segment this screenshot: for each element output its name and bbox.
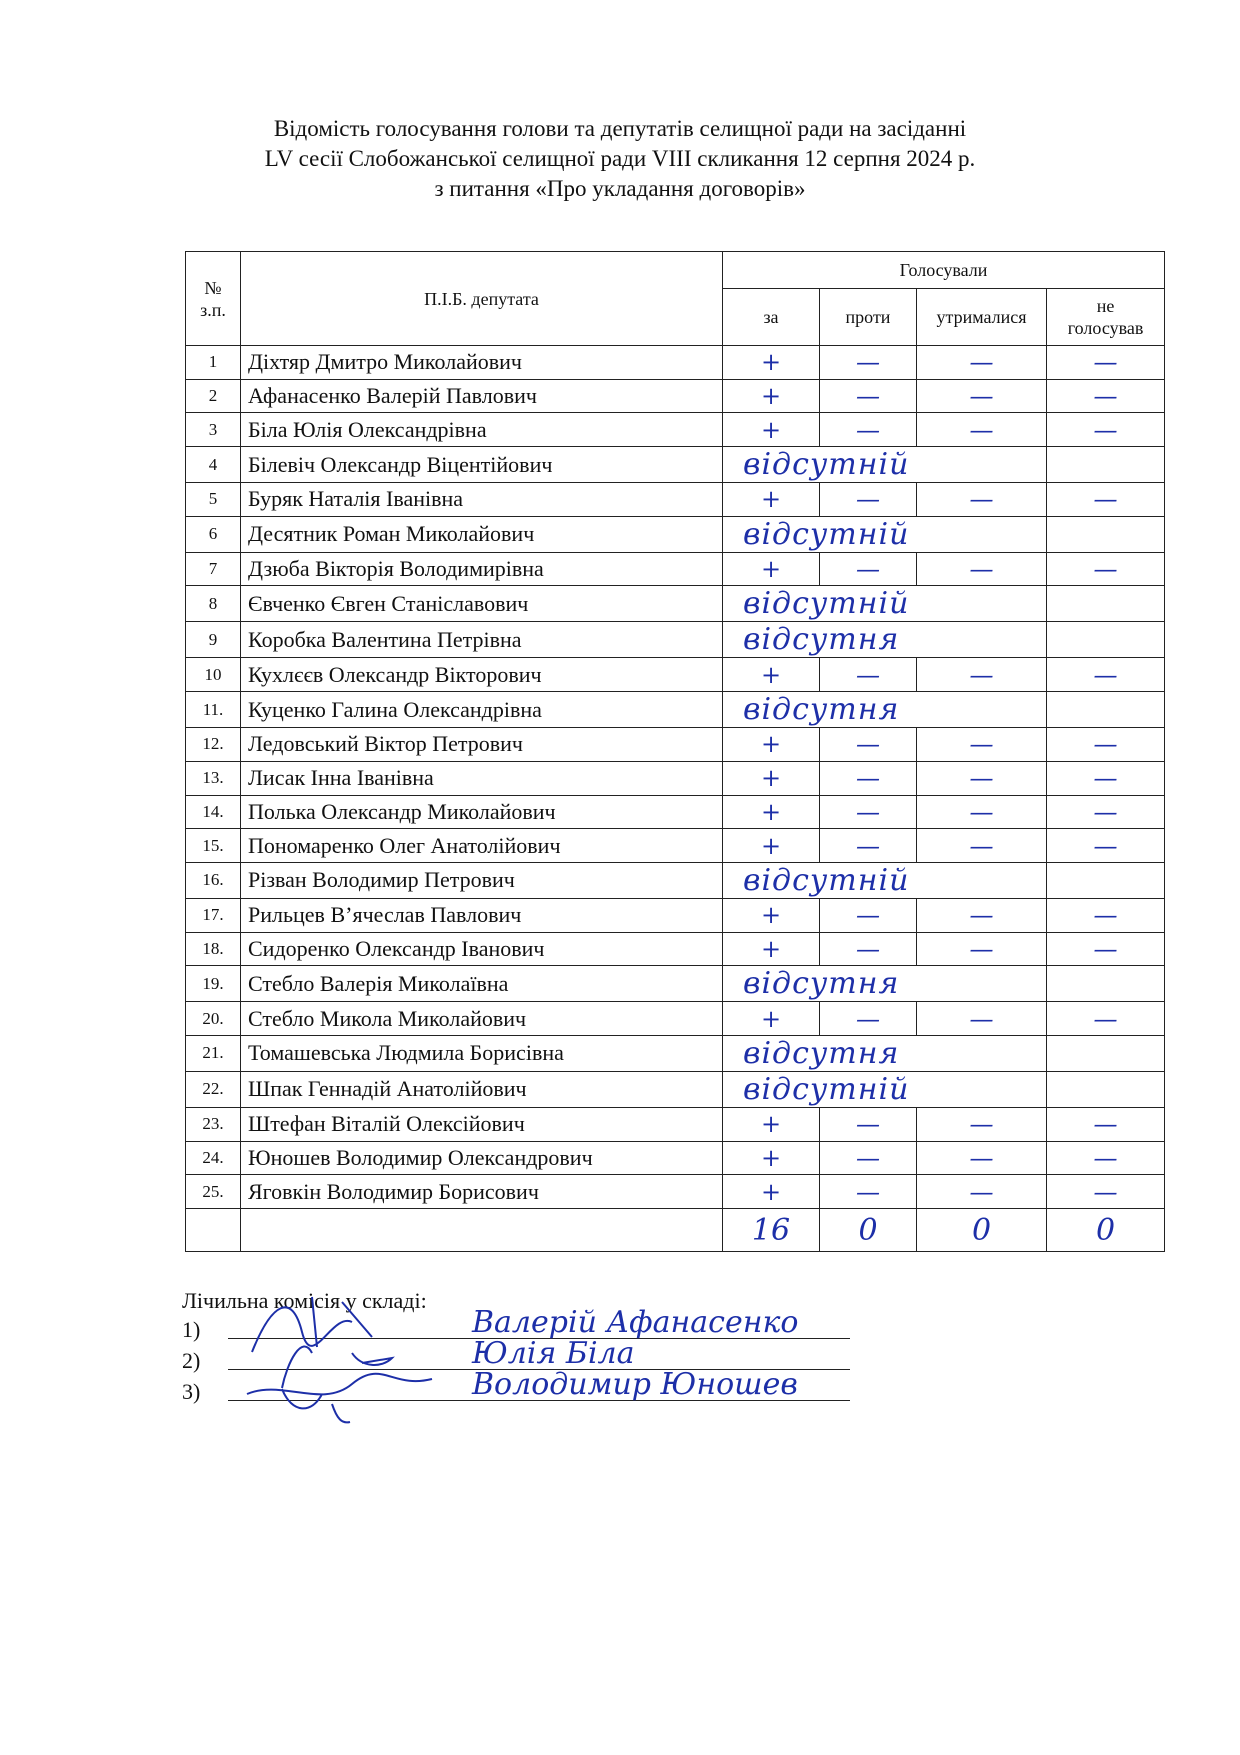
table-row bbox=[186, 932, 1165, 966]
counting-commission bbox=[182, 1288, 942, 1407]
table-row bbox=[186, 692, 1165, 728]
table-row bbox=[186, 761, 1165, 795]
against-cell: — bbox=[820, 413, 917, 447]
abstained-cell: — bbox=[917, 1141, 1047, 1175]
not-voted-cell bbox=[1047, 692, 1165, 728]
row-number: 22. bbox=[186, 1071, 241, 1107]
deputy-name: Стебло Микола Миколайович bbox=[241, 1002, 723, 1036]
for-cell: + bbox=[723, 1107, 820, 1141]
not-voted-cell: — bbox=[1047, 1107, 1165, 1141]
for-cell: + bbox=[723, 932, 820, 966]
for-cell: + bbox=[723, 379, 820, 413]
not-voted-cell: — bbox=[1047, 483, 1165, 517]
table-row bbox=[186, 413, 1165, 447]
table-row bbox=[186, 552, 1165, 586]
row-number: 6 bbox=[186, 516, 241, 552]
table-row bbox=[186, 1071, 1165, 1107]
against-cell: — bbox=[820, 795, 917, 829]
deputy-name: Полька Олександр Миколайович bbox=[241, 795, 723, 829]
deputy-name: Юношев Володимир Олександрович bbox=[241, 1141, 723, 1175]
against-cell: — bbox=[820, 761, 917, 795]
against-cell: — bbox=[820, 379, 917, 413]
against-cell: — bbox=[820, 346, 917, 380]
title-line-3: з питання «Про укладання договорів» bbox=[434, 176, 806, 201]
for-cell: + bbox=[723, 1002, 820, 1036]
header-voted: Голосували bbox=[723, 252, 1165, 289]
deputy-name: Коробка Валентина Петрівна bbox=[241, 622, 723, 658]
table-row bbox=[186, 658, 1165, 692]
not-voted-cell: — bbox=[1047, 932, 1165, 966]
abstained-cell: — bbox=[917, 658, 1047, 692]
for-cell: + bbox=[723, 761, 820, 795]
deputy-name: Сидоренко Олександр Іванович bbox=[241, 932, 723, 966]
row-number: 13. bbox=[186, 761, 241, 795]
commission-title: Лічильна комісія у складі: bbox=[182, 1288, 427, 1313]
table-row bbox=[186, 795, 1165, 829]
commission-member bbox=[182, 1367, 942, 1407]
deputy-name: Шпак Геннадій Анатолійович bbox=[241, 1071, 723, 1107]
table-row bbox=[186, 1175, 1165, 1209]
table-row bbox=[186, 1107, 1165, 1141]
totals-number-cell bbox=[186, 1209, 241, 1252]
not-voted-cell: — bbox=[1047, 1002, 1165, 1036]
totals-row bbox=[186, 1209, 1165, 1252]
row-number: 20. bbox=[186, 1002, 241, 1036]
header-not-voted-line2: голосував bbox=[1067, 318, 1144, 338]
for-cell: + bbox=[723, 413, 820, 447]
total-against: 0 bbox=[820, 1209, 917, 1252]
for-cell: + bbox=[723, 483, 820, 517]
absent-mark: відсутній bbox=[723, 586, 1047, 622]
row-number: 10 bbox=[186, 658, 241, 692]
row-number: 14. bbox=[186, 795, 241, 829]
abstained-cell: — bbox=[917, 1175, 1047, 1209]
for-cell: + bbox=[723, 898, 820, 932]
against-cell: — bbox=[820, 483, 917, 517]
header-number bbox=[186, 252, 241, 346]
not-voted-cell: — bbox=[1047, 898, 1165, 932]
not-voted-cell: — bbox=[1047, 795, 1165, 829]
absent-mark: відсутній bbox=[723, 447, 1047, 483]
row-number: 9 bbox=[186, 622, 241, 658]
abstained-cell: — bbox=[917, 932, 1047, 966]
abstained-cell: — bbox=[917, 1107, 1047, 1141]
abstained-cell: — bbox=[917, 898, 1047, 932]
table-row bbox=[186, 447, 1165, 483]
not-voted-cell: — bbox=[1047, 413, 1165, 447]
absent-mark: відсутній bbox=[723, 516, 1047, 552]
absent-mark: відсутній bbox=[723, 862, 1047, 898]
abstained-cell: — bbox=[917, 761, 1047, 795]
against-cell: — bbox=[820, 932, 917, 966]
against-cell: — bbox=[820, 728, 917, 762]
header-not-voted bbox=[1047, 289, 1165, 346]
not-voted-cell: — bbox=[1047, 829, 1165, 863]
abstained-cell: — bbox=[917, 346, 1047, 380]
against-cell: — bbox=[820, 1107, 917, 1141]
header-for: за bbox=[723, 289, 820, 346]
table-row bbox=[186, 346, 1165, 380]
not-voted-cell bbox=[1047, 966, 1165, 1002]
deputy-name: Десятник Роман Миколайович bbox=[241, 516, 723, 552]
against-cell: — bbox=[820, 1141, 917, 1175]
table-row bbox=[186, 483, 1165, 517]
row-number: 12. bbox=[186, 728, 241, 762]
table-row bbox=[186, 379, 1165, 413]
voting-table bbox=[185, 251, 1165, 1252]
abstained-cell: — bbox=[917, 552, 1047, 586]
table-row bbox=[186, 862, 1165, 898]
row-number: 24. bbox=[186, 1141, 241, 1175]
deputy-name: Різван Володимир Петрович bbox=[241, 862, 723, 898]
deputy-name: Білевіч Олександр Віцентійович bbox=[241, 447, 723, 483]
header-abstained: утрималися bbox=[917, 289, 1047, 346]
for-cell: + bbox=[723, 1141, 820, 1175]
deputy-name: Томашевська Людмила Борисівна bbox=[241, 1035, 723, 1071]
row-number: 18. bbox=[186, 932, 241, 966]
row-number: 17. bbox=[186, 898, 241, 932]
deputy-name: Дзюба Вікторія Володимирівна bbox=[241, 552, 723, 586]
deputy-name: Яговкін Володимир Борисович bbox=[241, 1175, 723, 1209]
row-number: 4 bbox=[186, 447, 241, 483]
row-number: 5 bbox=[186, 483, 241, 517]
abstained-cell: — bbox=[917, 795, 1047, 829]
table-row bbox=[186, 966, 1165, 1002]
deputy-name: Буряк Наталія Іванівна bbox=[241, 483, 723, 517]
header-number-abbr: з.п. bbox=[200, 299, 226, 320]
not-voted-cell bbox=[1047, 516, 1165, 552]
deputy-name: Біла Юлія Олександрівна bbox=[241, 413, 723, 447]
totals-name-cell bbox=[241, 1209, 723, 1252]
table-row bbox=[186, 728, 1165, 762]
abstained-cell: — bbox=[917, 413, 1047, 447]
not-voted-cell: — bbox=[1047, 761, 1165, 795]
row-number: 2 bbox=[186, 379, 241, 413]
row-number: 16. bbox=[186, 862, 241, 898]
not-voted-cell: — bbox=[1047, 658, 1165, 692]
table-row bbox=[186, 1141, 1165, 1175]
for-cell: + bbox=[723, 795, 820, 829]
deputy-name: Євченко Євген Станіславович bbox=[241, 586, 723, 622]
row-number: 25. bbox=[186, 1175, 241, 1209]
table-row bbox=[186, 1002, 1165, 1036]
for-cell: + bbox=[723, 728, 820, 762]
header-number-symbol: № bbox=[204, 277, 222, 298]
row-number: 15. bbox=[186, 829, 241, 863]
against-cell: — bbox=[820, 1175, 917, 1209]
row-number: 3 bbox=[186, 413, 241, 447]
deputy-name: Рильцев В’ячеслав Павлович bbox=[241, 898, 723, 932]
abstained-cell: — bbox=[917, 1002, 1047, 1036]
not-voted-cell bbox=[1047, 1071, 1165, 1107]
absent-mark: відсутня bbox=[723, 1035, 1047, 1071]
deputy-name: Куценко Галина Олександрівна bbox=[241, 692, 723, 728]
not-voted-cell bbox=[1047, 862, 1165, 898]
table-row bbox=[186, 829, 1165, 863]
not-voted-cell: — bbox=[1047, 728, 1165, 762]
for-cell: + bbox=[723, 552, 820, 586]
absent-mark: відсутній bbox=[723, 1071, 1047, 1107]
against-cell: — bbox=[820, 898, 917, 932]
for-cell: + bbox=[723, 829, 820, 863]
row-number: 23. bbox=[186, 1107, 241, 1141]
abstained-cell: — bbox=[917, 379, 1047, 413]
against-cell: — bbox=[820, 829, 917, 863]
member-number: 3) bbox=[182, 1379, 201, 1404]
header-not-voted-line1: не bbox=[1096, 296, 1115, 316]
not-voted-cell: — bbox=[1047, 1175, 1165, 1209]
signature-mark bbox=[242, 1354, 442, 1424]
table-row bbox=[186, 622, 1165, 658]
total-not-voted: 0 bbox=[1047, 1209, 1165, 1252]
row-number: 11. bbox=[186, 692, 241, 728]
for-cell: + bbox=[723, 1175, 820, 1209]
table-row bbox=[186, 586, 1165, 622]
not-voted-cell bbox=[1047, 447, 1165, 483]
title-line-1: Відомість голосування голови та депутатів селищної ради на засіданні bbox=[273, 116, 967, 141]
row-number: 8 bbox=[186, 586, 241, 622]
header-against: проти bbox=[820, 289, 917, 346]
not-voted-cell: — bbox=[1047, 552, 1165, 586]
header-name: П.І.Б. депутата bbox=[241, 252, 723, 346]
not-voted-cell: — bbox=[1047, 379, 1165, 413]
for-cell: + bbox=[723, 658, 820, 692]
absent-mark: відсутня bbox=[723, 622, 1047, 658]
deputy-name: Лисак Інна Іванівна bbox=[241, 761, 723, 795]
against-cell: — bbox=[820, 552, 917, 586]
deputy-name: Діхтяр Дмитро Миколайович bbox=[241, 346, 723, 380]
not-voted-cell: — bbox=[1047, 346, 1165, 380]
not-voted-cell bbox=[1047, 586, 1165, 622]
row-number: 21. bbox=[186, 1035, 241, 1071]
member-name: Володимир Юношев bbox=[472, 1367, 798, 1402]
not-voted-cell bbox=[1047, 622, 1165, 658]
table-row bbox=[186, 516, 1165, 552]
deputy-name: Стебло Валерія Миколаївна bbox=[241, 966, 723, 1002]
deputy-name: Афанасенко Валерій Павлович bbox=[241, 379, 723, 413]
total-abstained: 0 bbox=[917, 1209, 1047, 1252]
row-number: 19. bbox=[186, 966, 241, 1002]
absent-mark: відсутня bbox=[723, 966, 1047, 1002]
document-title bbox=[0, 114, 1240, 204]
absent-mark: відсутня bbox=[723, 692, 1047, 728]
member-name: Юлія Біла bbox=[472, 1336, 635, 1371]
not-voted-cell: — bbox=[1047, 1141, 1165, 1175]
row-number: 1 bbox=[186, 346, 241, 380]
table-row bbox=[186, 898, 1165, 932]
abstained-cell: — bbox=[917, 728, 1047, 762]
not-voted-cell bbox=[1047, 1035, 1165, 1071]
row-number: 7 bbox=[186, 552, 241, 586]
abstained-cell: — bbox=[917, 829, 1047, 863]
abstained-cell: — bbox=[917, 483, 1047, 517]
member-number: 2) bbox=[182, 1348, 201, 1373]
member-name: Валерій Афанасенко bbox=[472, 1305, 799, 1340]
voting-table-body bbox=[186, 346, 1165, 1252]
table-row bbox=[186, 1035, 1165, 1071]
against-cell: — bbox=[820, 1002, 917, 1036]
deputy-name: Ледовський Віктор Петрович bbox=[241, 728, 723, 762]
deputy-name: Кухлєєв Олександр Вікторович bbox=[241, 658, 723, 692]
deputy-name: Пономаренко Олег Анатолійович bbox=[241, 829, 723, 863]
deputy-name: Штефан Віталій Олексійович bbox=[241, 1107, 723, 1141]
total-for: 16 bbox=[723, 1209, 820, 1252]
against-cell: — bbox=[820, 658, 917, 692]
for-cell: + bbox=[723, 346, 820, 380]
title-line-2: LV сесії Слобожанської селищної ради VIII скликання 12 серпня 2024 р. bbox=[264, 146, 976, 171]
member-number: 1) bbox=[182, 1317, 201, 1342]
